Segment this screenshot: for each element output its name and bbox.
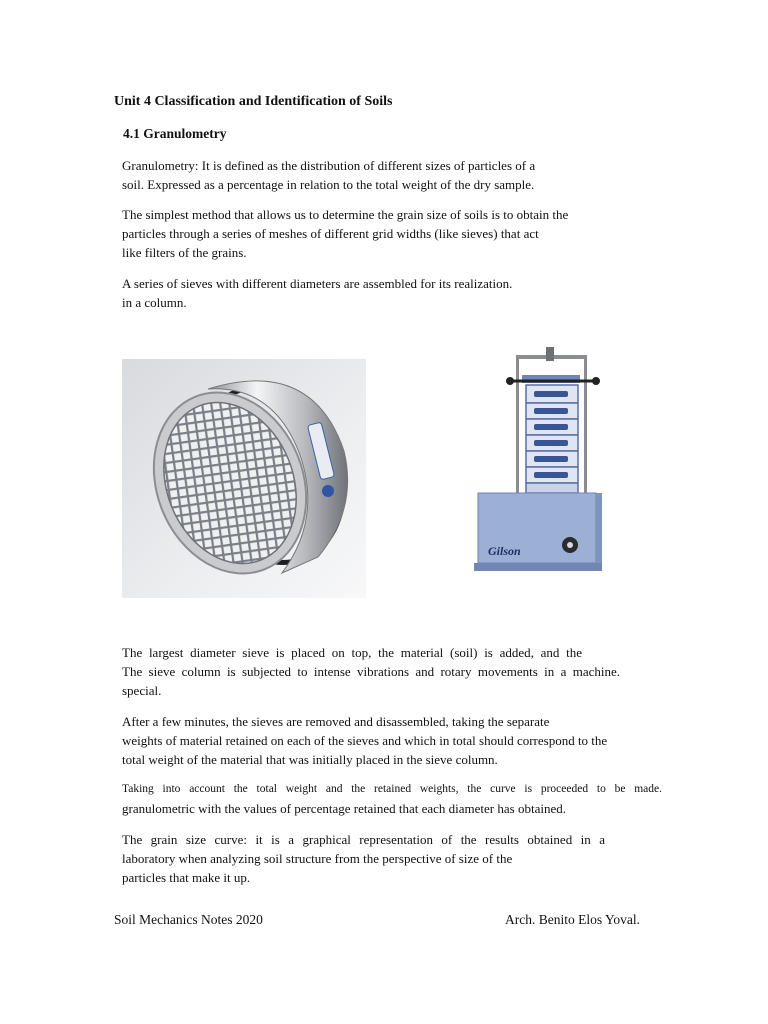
- section-title: 4.1 Granulometry: [123, 126, 227, 141]
- paragraph-procedure: [122, 643, 620, 700]
- text-line: like filters of the grains.: [122, 245, 247, 260]
- footer-right: Arch. Benito Elos Yoval.: [505, 912, 640, 927]
- text-line: total weight of the material that was initially placed in the sieve column.: [122, 752, 498, 767]
- brand-logo: Gilson: [488, 544, 521, 558]
- text-line: After a few minutes, the sieves are removed and disassembled, taking the separate: [122, 714, 550, 729]
- footer-left: Soil Mechanics Notes 2020: [114, 912, 263, 927]
- text-line: particles through a series of meshes of different grid widths (like sieves) that act: [122, 226, 539, 241]
- page-heading: Unit 4 Classification and Identification of Soils: [114, 94, 393, 109]
- sieve-shaker-photo: [470, 345, 610, 577]
- text-line: laboratory when analyzing soil structure from the perspective of size of the: [122, 851, 513, 866]
- paragraph-weighing: [122, 712, 607, 769]
- text-line: soil. Expressed as a percentage in relation to the total weight of the dry sample.: [122, 177, 535, 192]
- paragraph-granulometry-definition: [122, 156, 535, 194]
- paragraph-sieve-method: [122, 205, 568, 262]
- text-line: The simplest method that allows us to determine the grain size of soils is to obtain the: [122, 207, 569, 222]
- text-line: The grain size curve: it is a graphical representation of the results obtained in a: [122, 832, 605, 847]
- paragraph-sieve-series: [122, 274, 512, 312]
- text-line: Granulometry: It is defined as the distribution of different sizes of particles of a: [122, 158, 536, 173]
- sieve-photo: [122, 359, 366, 598]
- text-line: weights of material retained on each of the sieves and which in total should correspond to the: [122, 733, 608, 748]
- paragraph-grain-size-curve: [122, 830, 605, 887]
- text-line: A series of sieves with different diameters are assembled for its realization.: [122, 276, 513, 291]
- text-line: The largest diameter sieve is placed on top, the material (soil) is added, and the: [122, 645, 582, 660]
- text-line: Taking into account the total weight and the retained weights, the curve is proceeded to be made.: [122, 783, 662, 795]
- text-line: particles that make it up.: [122, 870, 251, 885]
- text-line: special.: [122, 683, 162, 698]
- text-line: in a column.: [122, 295, 187, 310]
- text-line: granulometric with the values of percentage retained that each diameter has obtained.: [122, 801, 566, 816]
- paragraph-curve-construction: [122, 780, 662, 818]
- text-line: The sieve column is subjected to intense vibrations and rotary movements in a machine.: [122, 664, 620, 679]
